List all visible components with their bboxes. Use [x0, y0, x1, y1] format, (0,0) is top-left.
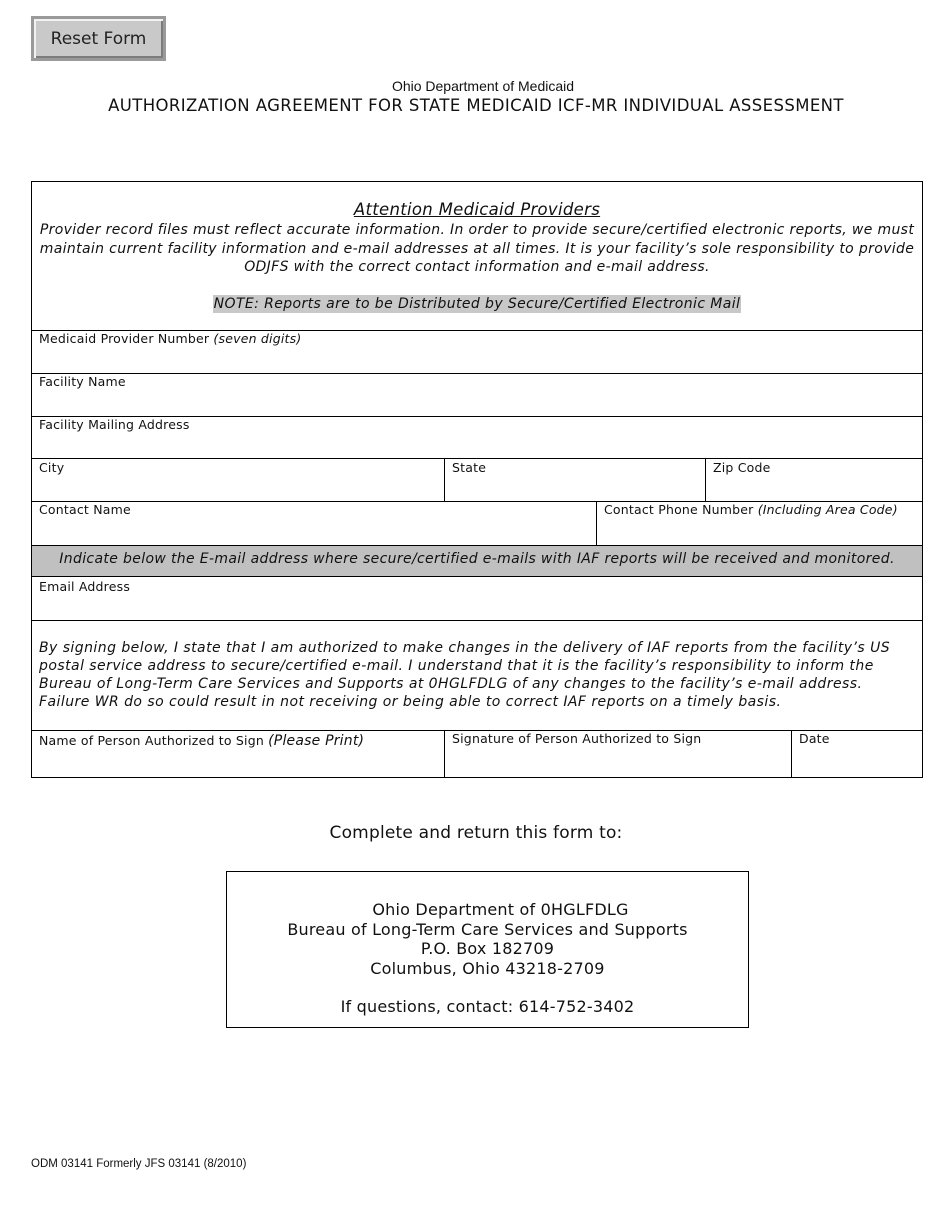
reset-form-button[interactable]: Reset Form — [31, 16, 166, 61]
provider-number-input[interactable] — [39, 350, 915, 370]
city-input[interactable] — [39, 478, 437, 498]
row-divider — [31, 620, 923, 621]
authorized-name-hint: (Please Print) — [268, 733, 365, 749]
signature-input[interactable] — [452, 754, 784, 774]
facility-name-label: Facility Name — [39, 374, 126, 389]
return-address-line-3: P.O. Box 182709 — [420, 939, 555, 958]
authorization-statement: By signing below, I state that I am authorized to make changes in the delivery of IAF reports from the facility’s US postal service address to secure/certified e-mail. I understand that it is the facility’s responsibility to inform the Bureau of Long-Term Care Services and Supports at 0HGLFDLG of any changes to the facility’s e-mail address. Failure WR do so could result in not receiving or being able to correct IAF reports on a timely basis. — [39, 640, 891, 710]
distribution-note-text: NOTE: Reports are to be Distributed by Secure/Certified Electronic Mail — [213, 296, 741, 312]
email-instruction-text: Indicate below the E-mail address where secure/certified e-mails with IAF reports will be received and monitored. — [59, 551, 895, 567]
form-number-footer: ODM 03141 Formerly JFS 03141 (8/2010) — [31, 1158, 247, 1170]
facility-name-input[interactable] — [39, 393, 915, 413]
cell-divider — [705, 458, 706, 501]
return-heading: Complete and return this form to: — [329, 823, 623, 843]
authorized-name-label: Name of Person Authorized to Sign (Please Print) — [39, 733, 365, 749]
contact-phone-label: Contact Phone Number (Including Area Code) — [604, 502, 898, 517]
mailing-address-input[interactable] — [39, 436, 915, 456]
cell-divider — [791, 730, 792, 778]
attention-body: Provider record files must reflect accurate information. In order to provide secure/certified electronic reports, we must maintain current facility information and e-mail addresses at all times. It is your facility’s sole responsibility to provide ODJFS with the correct contact information and e-mail address. — [39, 222, 915, 276]
row-divider — [31, 458, 923, 459]
attention-heading: Attention Medicaid Providers — [353, 200, 601, 219]
provider-number-label: Medicaid Provider Number (seven digits) — [39, 331, 302, 346]
form-title: AUTHORIZATION AGREEMENT FOR STATE MEDICAID ICF-MR INDIVIDUAL ASSESSMENT — [108, 96, 844, 115]
return-contact-phone: If questions, contact: 614-752-3402 — [340, 997, 635, 1016]
contact-phone-hint: (Including Area Code) — [757, 502, 898, 517]
contact-phone-input[interactable] — [604, 521, 916, 541]
city-label: City — [39, 460, 65, 475]
state-label: State — [452, 460, 487, 475]
distribution-note — [31, 293, 923, 312]
return-address-line-2: Bureau of Long-Term Care Services and Supports — [287, 920, 688, 939]
department-name: Ohio Department of Medicaid — [391, 78, 575, 94]
provider-number-hint: (seven digits) — [213, 331, 302, 346]
zip-code-label: Zip Code — [713, 460, 771, 475]
contact-name-label: Contact Name — [39, 502, 131, 517]
date-label: Date — [799, 731, 830, 746]
return-address-line-4: Columbus, Ohio 43218-2709 — [370, 959, 605, 978]
row-divider — [31, 373, 923, 374]
cell-divider — [444, 730, 445, 778]
cell-divider — [596, 501, 597, 545]
authorized-name-input[interactable] — [39, 754, 437, 774]
signature-label: Signature of Person Authorized to Sign — [452, 731, 702, 746]
mailing-address-label: Facility Mailing Address — [39, 417, 190, 432]
state-input[interactable] — [452, 478, 698, 498]
cell-divider — [444, 458, 445, 501]
email-address-label: Email Address — [39, 579, 131, 594]
contact-name-input[interactable] — [39, 521, 589, 541]
email-address-input[interactable] — [39, 597, 915, 617]
zip-code-input[interactable] — [713, 478, 915, 498]
return-address-line-1: Ohio Department of 0HGLFDLG — [372, 900, 629, 919]
date-input[interactable] — [799, 754, 915, 774]
